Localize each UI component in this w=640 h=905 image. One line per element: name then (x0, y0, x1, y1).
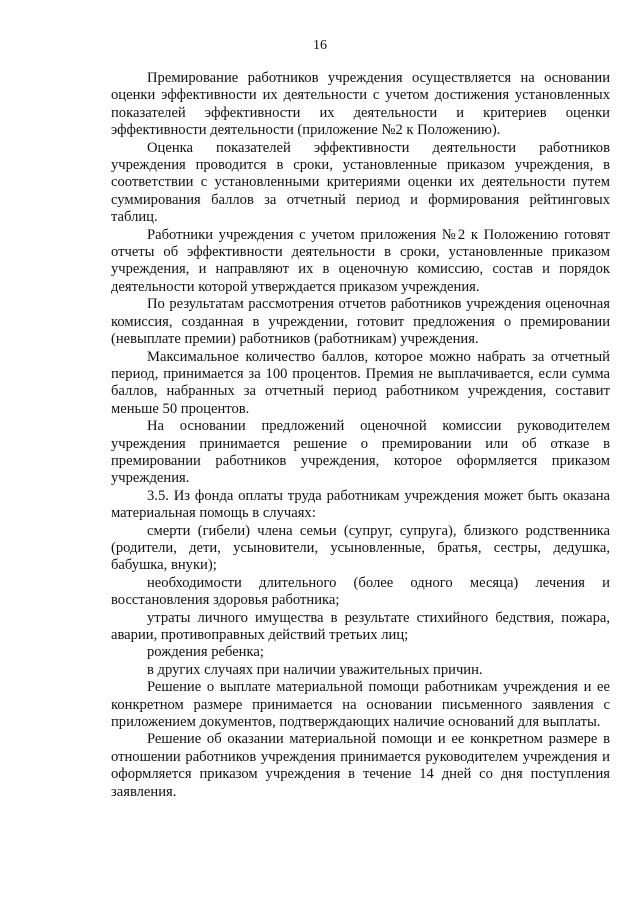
paragraph-max-points: Максимальное количество баллов, которое можно набрать за отчетный период, принимается за 100 процентов. Премия не выплачивается, если сумма баллов, набранных за отчетный период работником учреждения, составит меньше 50 процентов. (111, 348, 610, 417)
paragraph-aid-decision: Решение о выплате материальной помощи работникам учреждения и ее конкретном размере принимается на основании письменного заявления с приложением документов, подтверждающих наличие оснований для выплаты. (111, 679, 610, 731)
list-item-death: смерти (гибели) члена семьи (супруг, супруга), близкого родственника (родители, дети, усыновители, усыновленные, братья, сестры, дедушка, бабушка, внуки); (111, 522, 610, 574)
document-body (111, 70, 610, 801)
list-item-treatment: необходимости длительного (более одного месяца) лечения и восстановления здоровья работника; (111, 574, 610, 609)
paragraph-evaluation-procedure: Оценка показателей эффективности деятельности работников учреждения проводится в сроки, установленные приказом учреждения, в соответствии с установленными критериями оценки их деятельности путем суммирования баллов за отчетный период и формирования рейтинговых таблиц. (111, 139, 610, 226)
paragraph-bonus-basis: Премирование работников учреждения осуществляется на основании оценки эффективности их деятельности с учетом достижения установленных показателей эффективности их деятельности и критериев оценки эффективности деятельности (приложение №2 к Положению). (111, 70, 610, 139)
paragraph-reports: Работники учреждения с учетом приложения №2 к Положению готовят отчеты об эффективности деятельности в сроки, установленные приказом учреждения, и направляют их в оценочную комиссию, состав и порядок деятельности которой утверждается приказом учреждения. (111, 226, 610, 295)
page-number: 16 (313, 38, 327, 53)
paragraph-commission-proposals: По результатам рассмотрения отчетов работников учреждения оценочная комиссия, созданная в учреждении, готовит предложения о премировании (невыплате премии) работников (работникам) учреждения. (111, 296, 610, 348)
list-item-property-loss: утраты личного имущества в результате стихийного бедствия, пожара, аварии, противоправных действий третьих лиц; (111, 609, 610, 643)
list-item-other-reasons: в других случаях при наличии уважительных причин. (147, 661, 483, 678)
paragraph-decision: На основании предложений оценочной комиссии руководителем учреждения принимается решение о премировании или об отказе в премировании работников учреждения, которое оформляется приказом учреждения. (111, 418, 610, 487)
paragraph-material-aid-intro: 3.5. Из фонда оплаты труда работникам учреждения может быть оказана материальная помощь в случаях: (111, 487, 610, 522)
paragraph-aid-order: Решение об оказании материальной помощи и ее конкретном размере в отношении работников учреждения принимается руководителем учреждения и оформляется приказом учреждения в течение 14 дней со дня поступления заявления. (111, 731, 610, 800)
list-item-childbirth: рождения ребенка; (147, 644, 264, 661)
